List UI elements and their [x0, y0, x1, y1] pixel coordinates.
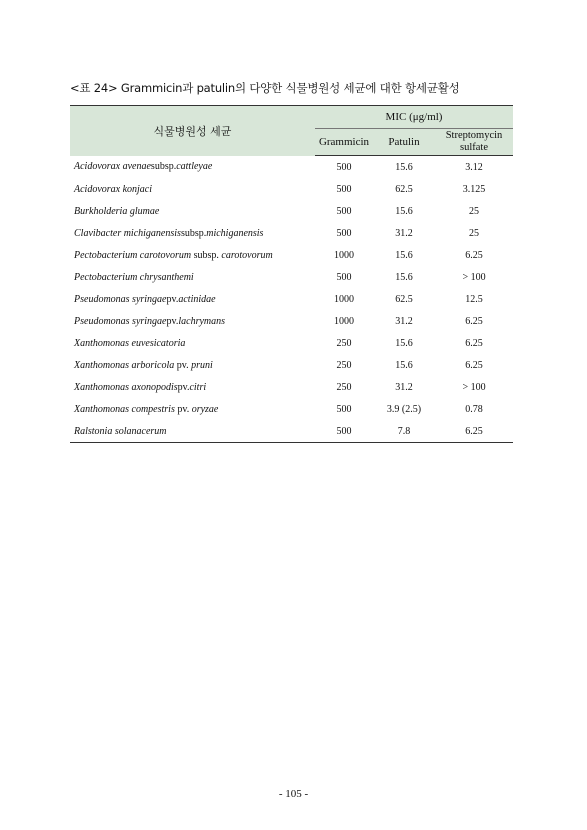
species-binomial: Pseudomonas syringae	[74, 315, 167, 327]
species-name-cell	[70, 332, 315, 354]
grammicin-column-header: Grammicin	[315, 129, 373, 156]
grammicin-mic-cell: 1000	[334, 249, 354, 261]
table-row	[70, 200, 513, 222]
taxon-rank: pv.	[177, 381, 190, 393]
patulin-mic-cell: 15.6	[395, 337, 413, 349]
streptomycin-mic-cell: 25	[469, 205, 480, 217]
species-name-cell	[70, 244, 315, 266]
patulin-mic-cell: 15.6	[395, 249, 413, 261]
species-binomial: Acidovorax avenae	[74, 161, 151, 173]
infraspecific-epithet: pruni	[191, 359, 213, 371]
grammicin-mic-cell: 1000	[334, 315, 354, 327]
grammicin-mic-cell: 500	[336, 271, 352, 283]
infraspecific-epithet: michiganensis	[206, 227, 264, 239]
species-name-cell	[70, 310, 315, 332]
species-name-cell	[70, 156, 315, 179]
patulin-mic-cell: 15.6	[395, 205, 413, 217]
species-name-cell	[70, 222, 315, 244]
streptomycin-mic-cell: > 100	[462, 271, 486, 283]
grammicin-mic-cell: 500	[336, 161, 352, 173]
patulin-mic-cell: 31.2	[395, 227, 413, 239]
taxon-rank: subsp.	[150, 161, 177, 173]
page-number: - 105 -	[278, 788, 309, 800]
grammicin-mic-cell: 1000	[334, 293, 354, 305]
grammicin-mic-cell: 250	[336, 337, 352, 349]
species-binomial: Pectobacterium carotovorum	[74, 249, 192, 261]
streptomycin-mic-cell: 25	[469, 227, 480, 239]
patulin-mic-cell: 3.9 (2.5)	[386, 403, 422, 415]
species-binomial: Xanthomonas arboricola	[74, 359, 175, 371]
table-row	[70, 398, 513, 420]
streptomycin-mic-cell: 3.12	[465, 161, 483, 173]
species-name-cell	[70, 288, 315, 310]
infraspecific-epithet: oryzae	[191, 403, 219, 415]
table-row	[70, 376, 513, 398]
patulin-mic-cell: 62.5	[395, 183, 413, 195]
grammicin-mic-cell: 500	[336, 227, 352, 239]
grammicin-mic-cell: 250	[336, 381, 352, 393]
table-row	[70, 266, 513, 288]
grammicin-mic-cell: 500	[336, 205, 352, 217]
patulin-mic-cell: 62.5	[395, 293, 413, 305]
species-name-cell	[70, 200, 315, 222]
species-binomial: Clavibacter michiganensis	[74, 227, 181, 239]
species-name-cell	[70, 178, 315, 200]
species-binomial: Ralstonia solanacerum	[74, 425, 167, 437]
streptomycin-mic-cell: 6.25	[465, 337, 483, 349]
taxon-rank: pv.	[166, 293, 179, 305]
species-binomial: Xanthomonas euvesicatoria	[74, 337, 186, 349]
species-name-cell	[70, 354, 315, 376]
table-caption: <표 24> Grammicin과 patulin의 다양한 식물병원성 세균에 대한 항세균활성	[70, 81, 460, 95]
infraspecific-epithet: actinidae	[178, 293, 216, 305]
species-binomial: Burkholderia glumae	[74, 205, 160, 217]
species-binomial: Pectobacterium chrysanthemi	[74, 271, 194, 283]
species-name-cell	[70, 420, 315, 443]
table-row	[70, 244, 513, 266]
streptomycin-mic-cell: 6.25	[465, 315, 483, 327]
species-column-header: 식물병원성 세균	[70, 106, 315, 156]
table-row	[70, 222, 513, 244]
streptomycin-mic-cell: 6.25	[465, 249, 483, 261]
taxon-rank: pv.	[174, 403, 192, 415]
table-row	[70, 178, 513, 200]
patulin-mic-cell: 7.8	[373, 420, 435, 443]
table-row	[70, 420, 513, 443]
streptomycin-mic-cell: 6.25	[435, 420, 513, 443]
species-binomial: Xanthomonas axonopodis	[74, 381, 178, 393]
infraspecific-epithet: lachrymans	[178, 315, 226, 327]
streptomycin-mic-cell: 3.125	[462, 183, 486, 195]
patulin-mic-cell: 15.6	[395, 161, 413, 173]
table-row	[70, 332, 513, 354]
grammicin-mic-cell: 500	[336, 403, 352, 415]
table-row	[70, 354, 513, 376]
patulin-mic-cell: 15.6	[395, 359, 413, 371]
grammicin-mic-cell: 250	[336, 359, 352, 371]
species-binomial: Xanthomonas compestris	[74, 403, 175, 415]
infraspecific-epithet: citri	[189, 381, 207, 393]
species-name-cell	[70, 266, 315, 288]
table-row	[70, 288, 513, 310]
streptomycin-mic-cell: > 100	[462, 381, 486, 393]
taxon-rank: subsp.	[191, 249, 222, 261]
species-name-cell	[70, 376, 315, 398]
infraspecific-epithet: cattleyae	[176, 161, 213, 173]
streptomycin-column-header	[435, 129, 513, 156]
grammicin-mic-cell: 500	[336, 183, 352, 195]
table-row	[70, 156, 513, 179]
species-name-cell	[70, 398, 315, 420]
streptomycin-header-line2: sulfate	[460, 142, 489, 153]
grammicin-mic-cell: 500	[315, 420, 373, 443]
taxon-rank: pv.	[166, 315, 179, 327]
patulin-mic-cell: 15.6	[395, 271, 413, 283]
table-row	[70, 310, 513, 332]
streptomycin-mic-cell: 12.5	[465, 293, 483, 305]
species-binomial: Pseudomonas syringae	[74, 293, 167, 305]
mic-table	[70, 105, 513, 443]
streptomycin-mic-cell: 0.78	[465, 403, 483, 415]
mic-group-header: MIC (μg/ml)	[315, 106, 513, 129]
streptomycin-mic-cell: 6.25	[465, 359, 483, 371]
taxon-rank: pv.	[174, 359, 192, 371]
species-binomial: Acidovorax konjaci	[74, 183, 153, 195]
table-body	[70, 156, 513, 443]
patulin-mic-cell: 31.2	[395, 381, 413, 393]
taxon-rank: subsp.	[180, 227, 207, 239]
patulin-column-header: Patulin	[373, 129, 435, 156]
streptomycin-header-line1: Streptomycin	[445, 130, 503, 141]
infraspecific-epithet: carotovorum	[221, 249, 273, 261]
patulin-mic-cell: 31.2	[395, 315, 413, 327]
